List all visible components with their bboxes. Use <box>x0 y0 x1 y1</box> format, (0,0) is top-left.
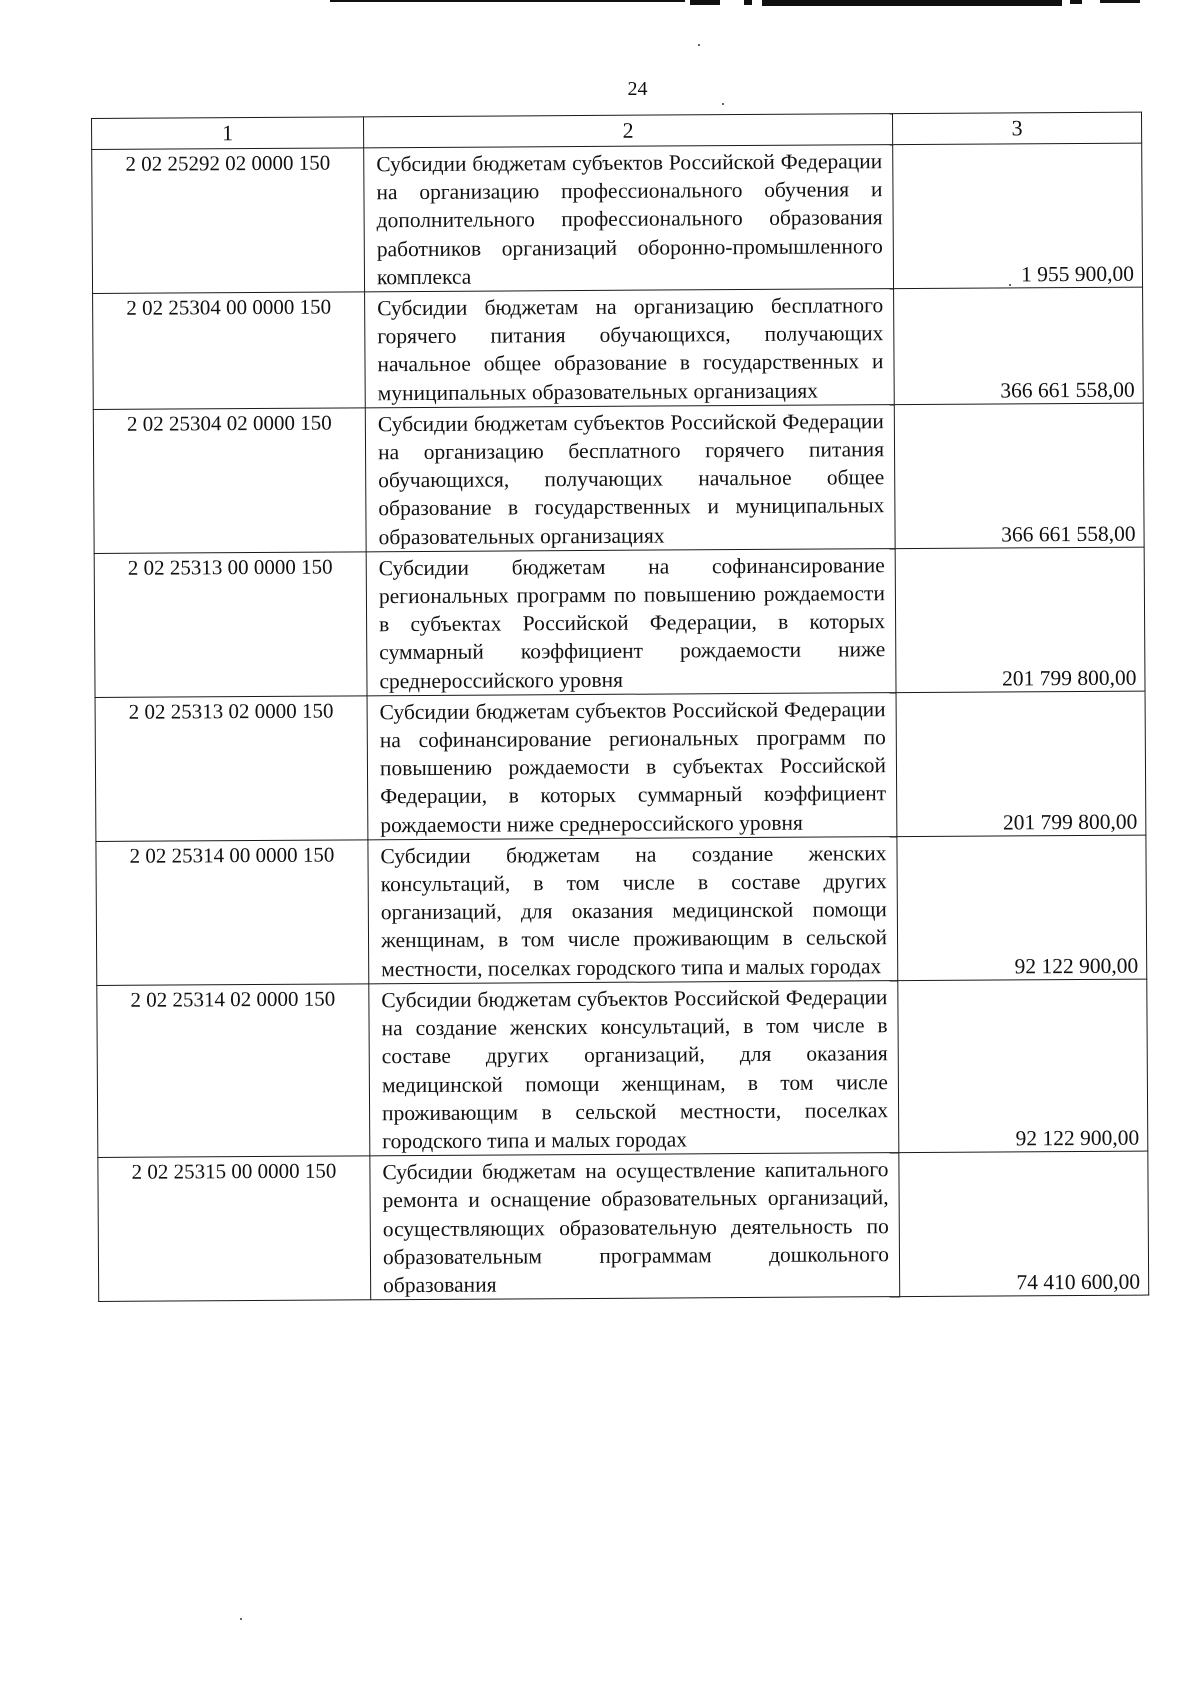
scan-edge-mark <box>762 0 1062 6</box>
budget-code-cell: 2 02 25313 02 0000 150 <box>95 696 368 842</box>
scan-edge-mark <box>744 0 752 5</box>
budget-code-cell: 2 02 25314 00 0000 150 <box>96 840 369 986</box>
amount-cell: 201 799 800,00 <box>895 547 1145 693</box>
budget-table-container <box>91 112 1148 1303</box>
scan-edge-mark <box>690 0 720 5</box>
description-cell: Субсидии бюджетам субъектов Российской Федерации на организацию профессионального обучения и дополнительного профессионального образования работников организаций оборонно-промышленного комплекса <box>364 145 894 292</box>
budget-code-cell: 2 02 25315 00 0000 150 <box>98 1156 371 1302</box>
description-cell: Субсидии бюджетам на создание женских консультаций, в том числе в составе других организаций, для оказания медицинской помощи женщинам, в том числе проживающим в сельской местности, поселках городского типа и малых городах <box>368 836 898 983</box>
scan-speck <box>240 1618 242 1620</box>
description-cell: Субсидии бюджетам на организацию бесплатного горячего питания обучающихся, получающих начальное общее образование в государственных и муниципальных образовательных организациях <box>365 289 895 408</box>
budget-code-cell: 2 02 25313 00 0000 150 <box>94 552 367 698</box>
amount-cell: 74 410 600,00 <box>899 1151 1149 1297</box>
column-header: 2 <box>363 114 892 148</box>
description-cell: Субсидии бюджетам субъектов Российской Федерации на организацию бесплатного горячего питания обучающихся, получающих начальное общее образование в государственных и муниципальных образовательных организациях <box>365 404 895 551</box>
table-row <box>94 547 1145 697</box>
table-row <box>98 1151 1149 1301</box>
table-row <box>93 403 1144 553</box>
scan-speck <box>698 44 700 46</box>
scan-edge-mark <box>1100 0 1140 3</box>
amount-cell: 201 799 800,00 <box>896 691 1146 837</box>
page-number: 24 <box>627 78 648 100</box>
budget-code-cell: 2 02 25304 00 0000 150 <box>93 292 366 409</box>
table-row <box>95 691 1146 841</box>
description-cell: Субсидии бюджетам субъектов Российской Федерации на софинансирование региональных программ по повышению рождаемости в субъектах Российской Федерации, в которых суммарный коэффициент рождаемости ниже среднероссийского уровня <box>367 692 897 839</box>
table-row <box>93 287 1144 409</box>
column-header: 3 <box>892 112 1141 145</box>
budget-table <box>91 112 1149 1303</box>
description-cell: Субсидии бюджетам на софинансирование региональных программ по повышению рождаемости в субъектах Российской Федерации, в которых суммарный коэффициент рождаемости ниже среднероссийского уровня <box>366 548 896 695</box>
column-header: 1 <box>92 117 364 150</box>
budget-code-cell: 2 02 25304 02 0000 150 <box>93 408 366 554</box>
table-row <box>97 979 1148 1158</box>
description-cell: Субсидии бюджетам субъектов Российской Федерации на создание женских консультаций, в том числе в составе других организаций, для оказания медицинской помощи женщинам, в том числе проживающим в сельской местности, поселках городского типа и малых городах <box>369 980 899 1155</box>
amount-cell: 1 955 900,00 <box>893 143 1143 289</box>
scan-edge-mark <box>330 0 685 2</box>
table-row <box>96 835 1147 985</box>
scan-speck <box>722 103 724 105</box>
amount-cell: 366 661 558,00 <box>894 287 1144 404</box>
budget-code-cell: 2 02 25292 02 0000 150 <box>92 148 365 294</box>
scan-edge-mark <box>1070 0 1082 4</box>
budget-code-cell: 2 02 25314 02 0000 150 <box>97 984 370 1158</box>
amount-cell: 92 122 900,00 <box>898 979 1148 1153</box>
amount-cell: 366 661 558,00 <box>894 403 1144 549</box>
table-row <box>92 143 1143 293</box>
amount-cell: 92 122 900,00 <box>897 835 1147 981</box>
description-cell: Субсидии бюджетам на осуществление капитального ремонта и оснащение образовательных организаций, осуществляющих образовательную деятельность по образовательным программам дошкольного образования <box>370 1153 900 1300</box>
